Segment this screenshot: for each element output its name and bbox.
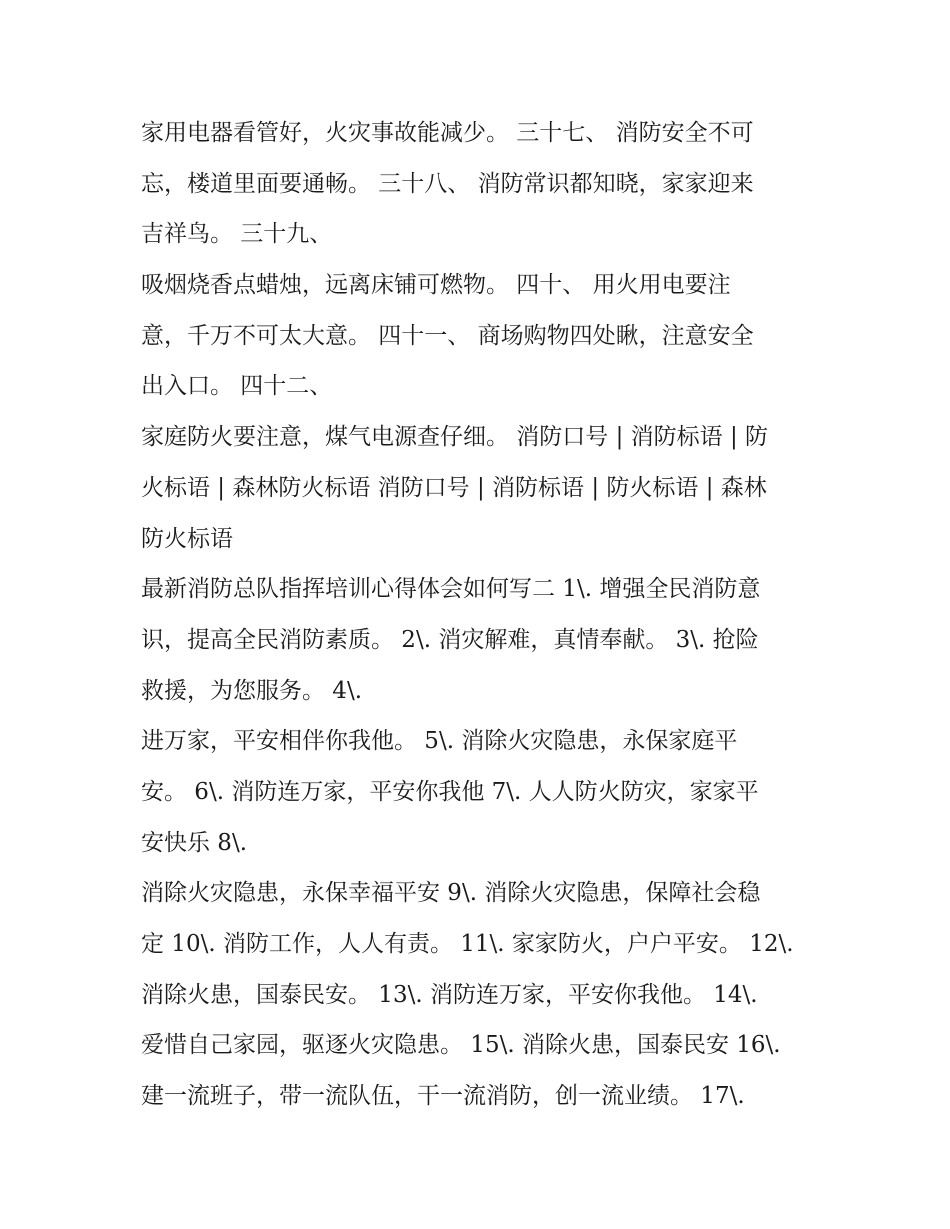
text-line: 安快乐 8\. (141, 829, 248, 856)
text-line: 进万家，平安相伴你我他。 5\. 消除火灾隐患，永保家庭平 (141, 728, 738, 755)
document-body (141, 108, 821, 1122)
text-line: 消除火患，国泰民安。 13\. 消防连万家，平安你我他。 14\. (141, 981, 758, 1008)
text-line: 防火标语 (141, 525, 233, 552)
text-line: 吸烟烧香点蜡烛，远离床铺可燃物。 四十、 用火用电要注 (141, 272, 731, 299)
text-line: 识，提高全民消防素质。 2\. 消灾解难，真情奉献。 3\. 抢险 (141, 626, 759, 653)
text-line: 家庭防火要注意，煤气电源查仔细。 消防口号 | 消防标语 | 防 (141, 424, 769, 451)
text-line: 最新消防总队指挥培训心得体会如何写二 1\. 增强全民消防意 (141, 576, 761, 603)
text-line: 救援，为您服务。 4\. (141, 677, 363, 704)
text-line: 火标语 | 森林防火标语 消防口号 | 消防标语 | 防火标语 | 森林 (141, 474, 767, 501)
text-line: 吉祥鸟。 三十九、 (141, 221, 333, 248)
text-line: 安。 6\. 消防连万家，平安你我他 7\. 人人防火防灾，家家平 (141, 778, 759, 805)
text-line: 家用电器看管好，火灾事故能减少。 三十七、 消防安全不可 (141, 120, 754, 146)
text-line: 爱惜自己家园，驱逐火灾隐患。 15\. 消除火患，国泰民安 16\. (141, 1032, 781, 1059)
text-line: 忘，楼道里面要通畅。 三十八、 消防常识都知晓，家家迎来 (141, 170, 754, 197)
text-line: 消除火灾隐患，永保幸福平安 9\. 消除火灾隐患，保障社会稳 (141, 880, 761, 907)
text-line: 建一流班子，带一流队伍，干一流消防，创一流业绩。 17\. (141, 1083, 745, 1110)
text-line: 出入口。 四十二、 (141, 373, 333, 400)
text-line: 定 10\. 消防工作，人人有责。 11\. 家家防火，户户平安。 12\. (141, 931, 794, 957)
text-line: 意，千万不可太大意。 四十一、 商场购物四处瞅，注意安全 (141, 322, 754, 349)
